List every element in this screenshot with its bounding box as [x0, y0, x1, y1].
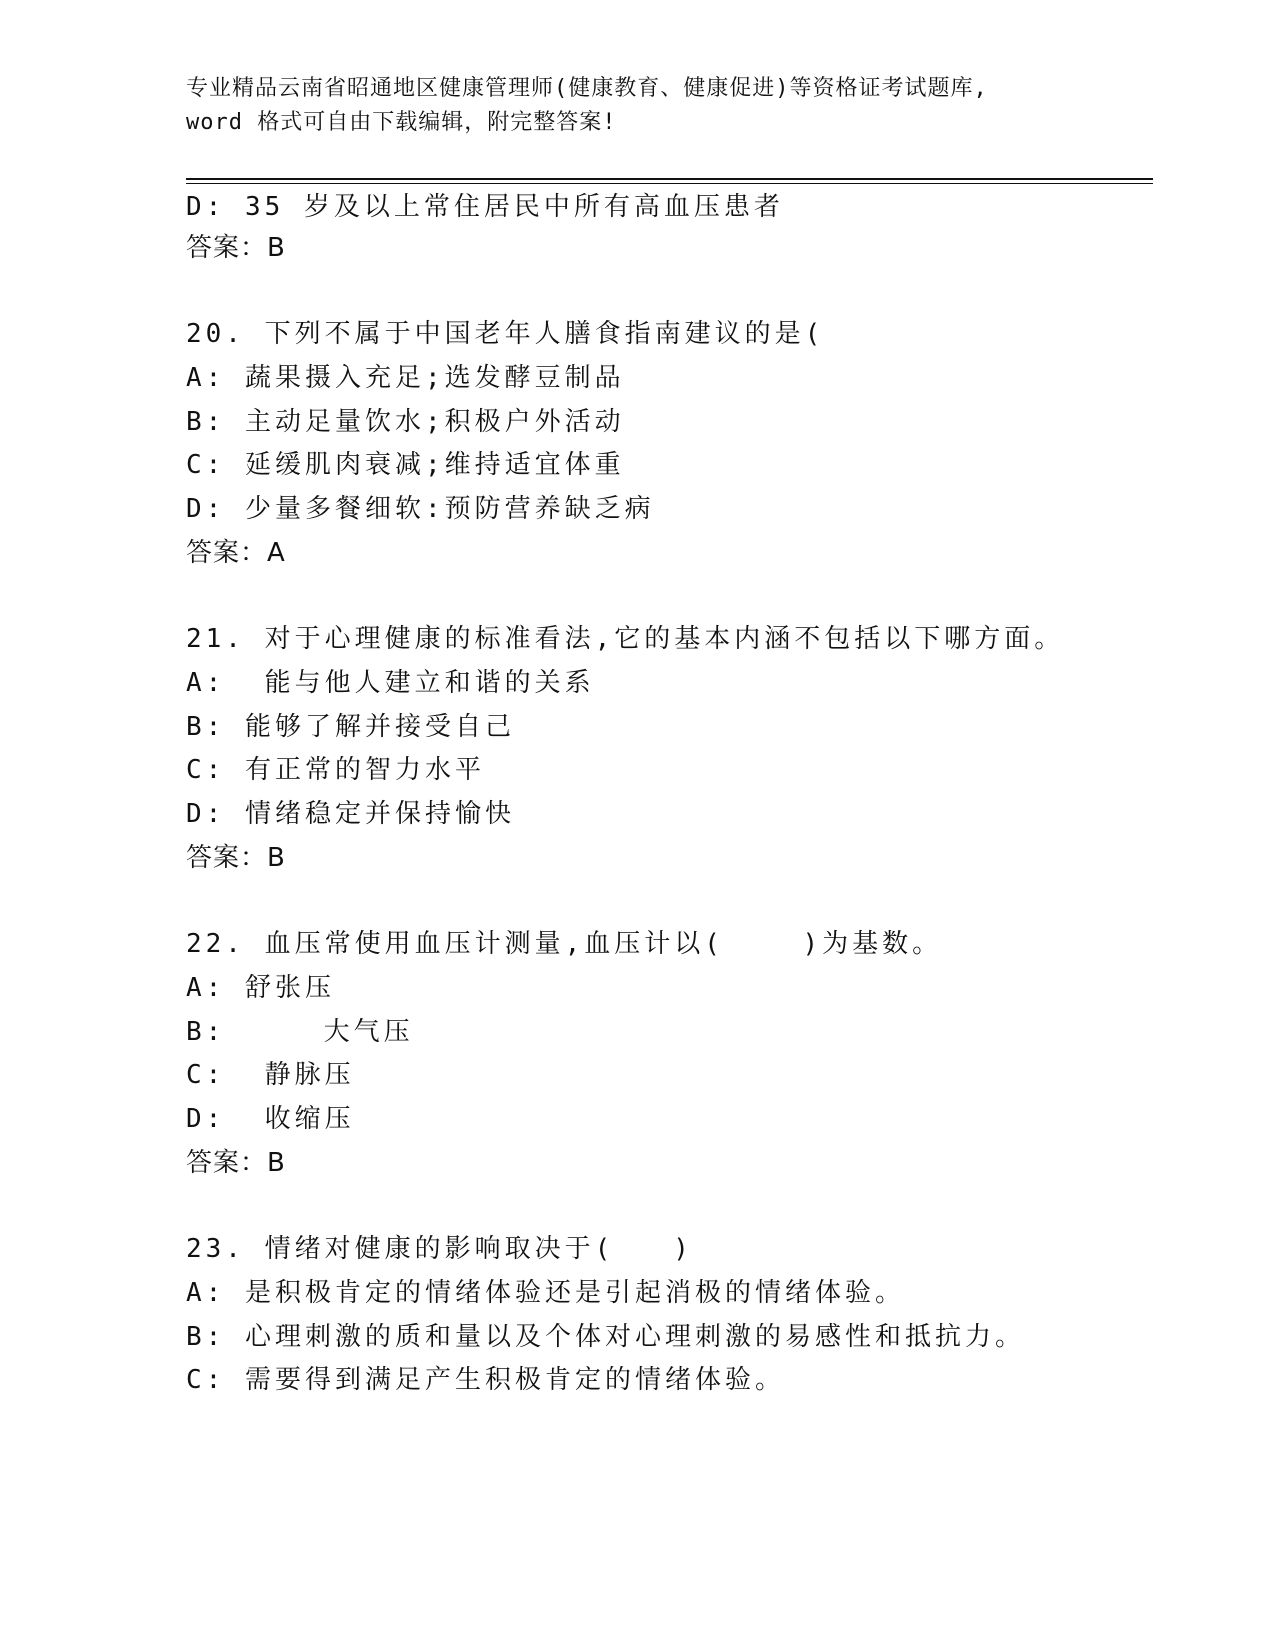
q20-option-a: A: 蔬果摄入充足;选发酵豆制品 — [186, 363, 625, 393]
header-line-1: 专业精品云南省昭通地区健康管理师(健康教育、健康促进)等资格证考试题库, — [186, 76, 988, 101]
q19-answer: 答案：B — [186, 233, 286, 263]
header-divider-thick — [186, 178, 1153, 180]
q20-stem: 20. 下列不属于中国老年人膳食指南建议的是( — [186, 319, 825, 349]
q21-option-d: D: 情绪稳定并保持愉快 — [186, 799, 515, 829]
q22-option-b: B: 大气压 — [186, 1017, 414, 1047]
q20-option-b: B: 主动足量饮水;积极户外活动 — [186, 407, 625, 437]
q23-option-a: A: 是积极肯定的情绪体验还是引起消极的情绪体验。 — [186, 1278, 905, 1308]
q20-answer: 答案：A — [186, 538, 286, 568]
q19-option-d: D: 35 岁及以上常住居民中所有高血压患者 — [186, 192, 784, 222]
q20-option-d: D: 少量多餐细软:预防营养缺乏病 — [186, 494, 655, 524]
q22-stem: 22. 血压常使用血压计测量,血压计以( )为基数。 — [186, 929, 943, 959]
q21-option-a: A: 能与他人建立和谐的关系 — [186, 668, 595, 698]
q22-option-d: D: 收缩压 — [186, 1104, 355, 1134]
document-header — [186, 72, 1086, 140]
q22-answer: 答案：B — [186, 1148, 286, 1178]
q21-option-c: C: 有正常的智力水平 — [186, 755, 485, 785]
q23-option-b: B: 心理刺激的质和量以及个体对心理刺激的易感性和抵抗力。 — [186, 1322, 1025, 1352]
header-divider-thin — [186, 183, 1153, 184]
q22-option-a: A: 舒张压 — [186, 973, 335, 1003]
q23-stem: 23. 情绪对健康的影响取决于( ) — [186, 1234, 693, 1264]
q21-stem: 21. 对于心理健康的标准看法,它的基本内涵不包括以下哪方面。 — [186, 624, 1065, 654]
header-line-2: word 格式可自由下载编辑，附完整答案! — [186, 110, 617, 135]
q22-option-c: C: 静脉压 — [186, 1060, 355, 1090]
q20-option-c: C: 延缓肌肉衰减;维持适宜体重 — [186, 450, 625, 480]
q23-option-c: C: 需要得到满足产生积极肯定的情绪体验。 — [186, 1365, 785, 1395]
q21-option-b: B: 能够了解并接受自己 — [186, 712, 515, 742]
q21-answer: 答案：B — [186, 843, 286, 873]
